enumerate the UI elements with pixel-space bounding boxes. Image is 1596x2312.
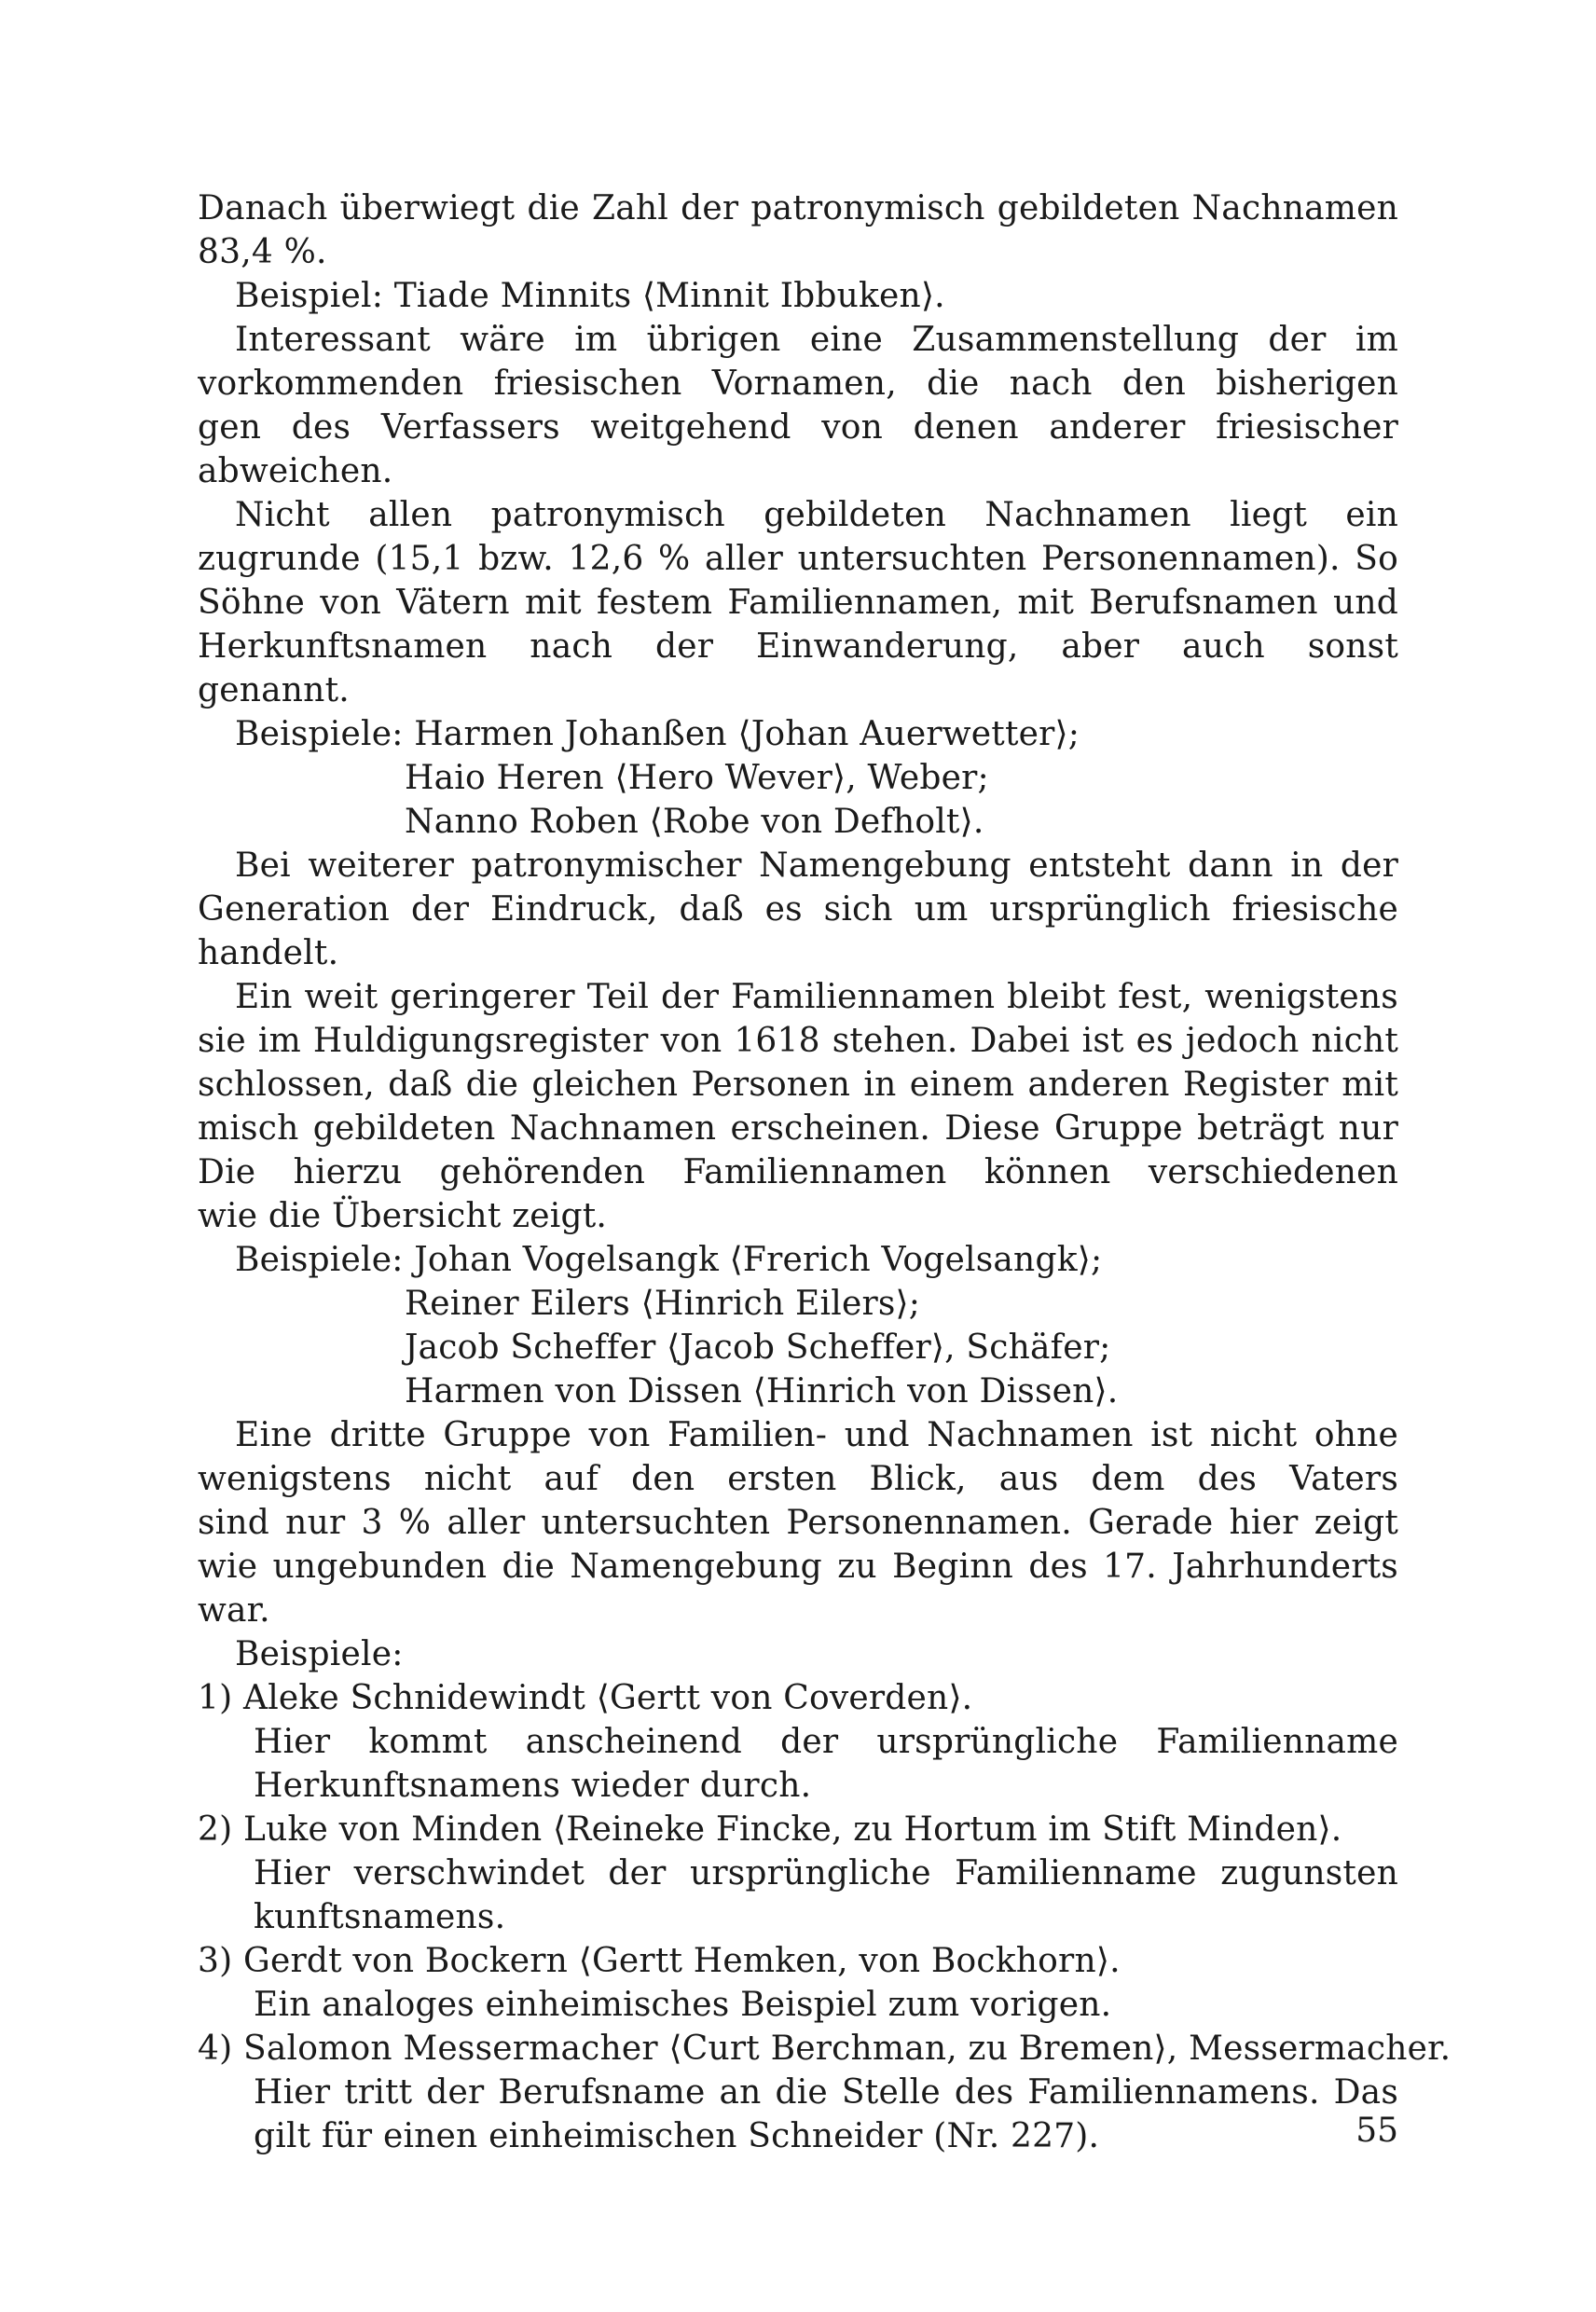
text-line: wie ungebunden die Namengebung zu Beginn des 17. Jahrhunderts	[198, 1548, 1398, 1586]
text-line: genannt.	[198, 671, 350, 709]
text-line: Interessant wäre im übrigen eine Zusammenstellung der im	[235, 321, 1398, 359]
text-line: kunftsnamens.	[254, 1898, 506, 1936]
text-line: Die hierzu gehörenden Familiennamen können verschiedenen	[198, 1153, 1398, 1191]
text-line: 1) Aleke Schnidewindt ⟨Gertt von Coverden⟩.	[198, 1679, 973, 1717]
text-line: zugrunde (15,1 bzw. 12,6 % aller untersuchten Personennamen). So	[198, 540, 1398, 578]
text-line: Nanno Roben ⟨Robe von Defholt⟩.	[405, 803, 984, 841]
text-line: Generation der Eindruck, daß es sich um ursprünglich friesische	[198, 890, 1398, 929]
text-line: Beispiele: Harmen Johanßen ⟨Johan Auerwetter⟩;	[235, 715, 1080, 753]
text-line: Ein analoges einheimisches Beispiel zum vorigen.	[254, 1986, 1112, 2024]
text-line: Eine dritte Gruppe von Familien- und Nachnamen ist nicht ohne	[235, 1416, 1398, 1454]
text-line: sind nur 3 % aller untersuchten Personennamen. Gerade hier zeigt	[198, 1504, 1398, 1542]
text-line: Harmen von Dissen ⟨Hinrich von Dissen⟩.	[405, 1372, 1119, 1411]
text-line: Herkunftsnamen nach der Einwanderung, aber auch sonst	[198, 627, 1398, 666]
text-line: Nicht allen patronymisch gebildeten Nachnamen liegt ein	[235, 496, 1398, 534]
text-line: gilt für einen einheimischen Schneider (Nr. 227).	[254, 2117, 1100, 2155]
page-number: 55	[1355, 2112, 1398, 2150]
text-line: Beispiele:	[235, 1635, 404, 1673]
text-line: Bei weiterer patronymischer Namengebung entsteht dann in der	[235, 846, 1398, 885]
text-line: 83,4 %.	[198, 233, 327, 271]
text-line: Ein weit geringerer Teil der Familiennamen bleibt fest, wenigstens	[235, 978, 1398, 1016]
text-line: wie die Übersicht zeigt.	[198, 1197, 608, 1235]
text-line: 2) Luke von Minden ⟨Reineke Fincke, zu Hortum im Stift Minden⟩.	[198, 1810, 1342, 1849]
text-line: Hier tritt der Berufsname an die Stelle des Familiennamens. Das	[254, 2073, 1398, 2112]
text-line: 4) Salomon Messermacher ⟨Curt Berchman, zu Bremen⟩, Messermacher.	[198, 2030, 1452, 2068]
text-line: Hier verschwindet der ursprüngliche Familienname zugunsten	[254, 1854, 1398, 1892]
text-line: sie im Huldigungsregister von 1618 stehen. Dabei ist es jedoch nicht	[198, 1022, 1398, 1060]
text-line: 3) Gerdt von Bockern ⟨Gertt Hemken, von Bockhorn⟩.	[198, 1942, 1121, 1980]
text-line: misch gebildeten Nachnamen erscheinen. Diese Gruppe beträgt nur	[198, 1109, 1398, 1148]
text-line: Hier kommt anscheinend der ursprüngliche Familienname	[254, 1723, 1398, 1761]
text-line: war.	[198, 1591, 270, 1630]
text-line: wenigstens nicht auf den ersten Blick, aus dem des Vaters	[198, 1460, 1398, 1498]
text-line: Jacob Scheffer ⟨Jacob Scheffer⟩, Schäfer;	[405, 1328, 1111, 1367]
text-line: Söhne von Vätern mit festem Familiennamen, mit Berufsnamen und	[198, 584, 1398, 622]
text-line: schlossen, daß die gleichen Personen in einem anderen Register mit	[198, 1066, 1398, 1104]
text-line: handelt.	[198, 934, 339, 972]
text-line: vorkommenden friesischen Vornamen, die nach den bisherigen	[198, 365, 1398, 403]
text-line: gen des Verfassers weitgehend von denen anderer friesischer	[198, 408, 1398, 447]
text-line: Beispiele: Johan Vogelsangk ⟨Frerich Vogelsangk⟩;	[235, 1241, 1103, 1279]
text-line: Beispiel: Tiade Minnits ⟨Minnit Ibbuken⟩.	[235, 277, 945, 315]
text-line: Danach überwiegt die Zahl der patronymisch gebildeten Nachnamen	[198, 189, 1398, 227]
text-line: Herkunftsnamens wieder durch.	[254, 1767, 812, 1805]
text-line: Reiner Eilers ⟨Hinrich Eilers⟩;	[405, 1285, 921, 1323]
text-line: Haio Heren ⟨Hero Wever⟩, Weber;	[405, 759, 989, 797]
text-line: abweichen.	[198, 452, 393, 490]
